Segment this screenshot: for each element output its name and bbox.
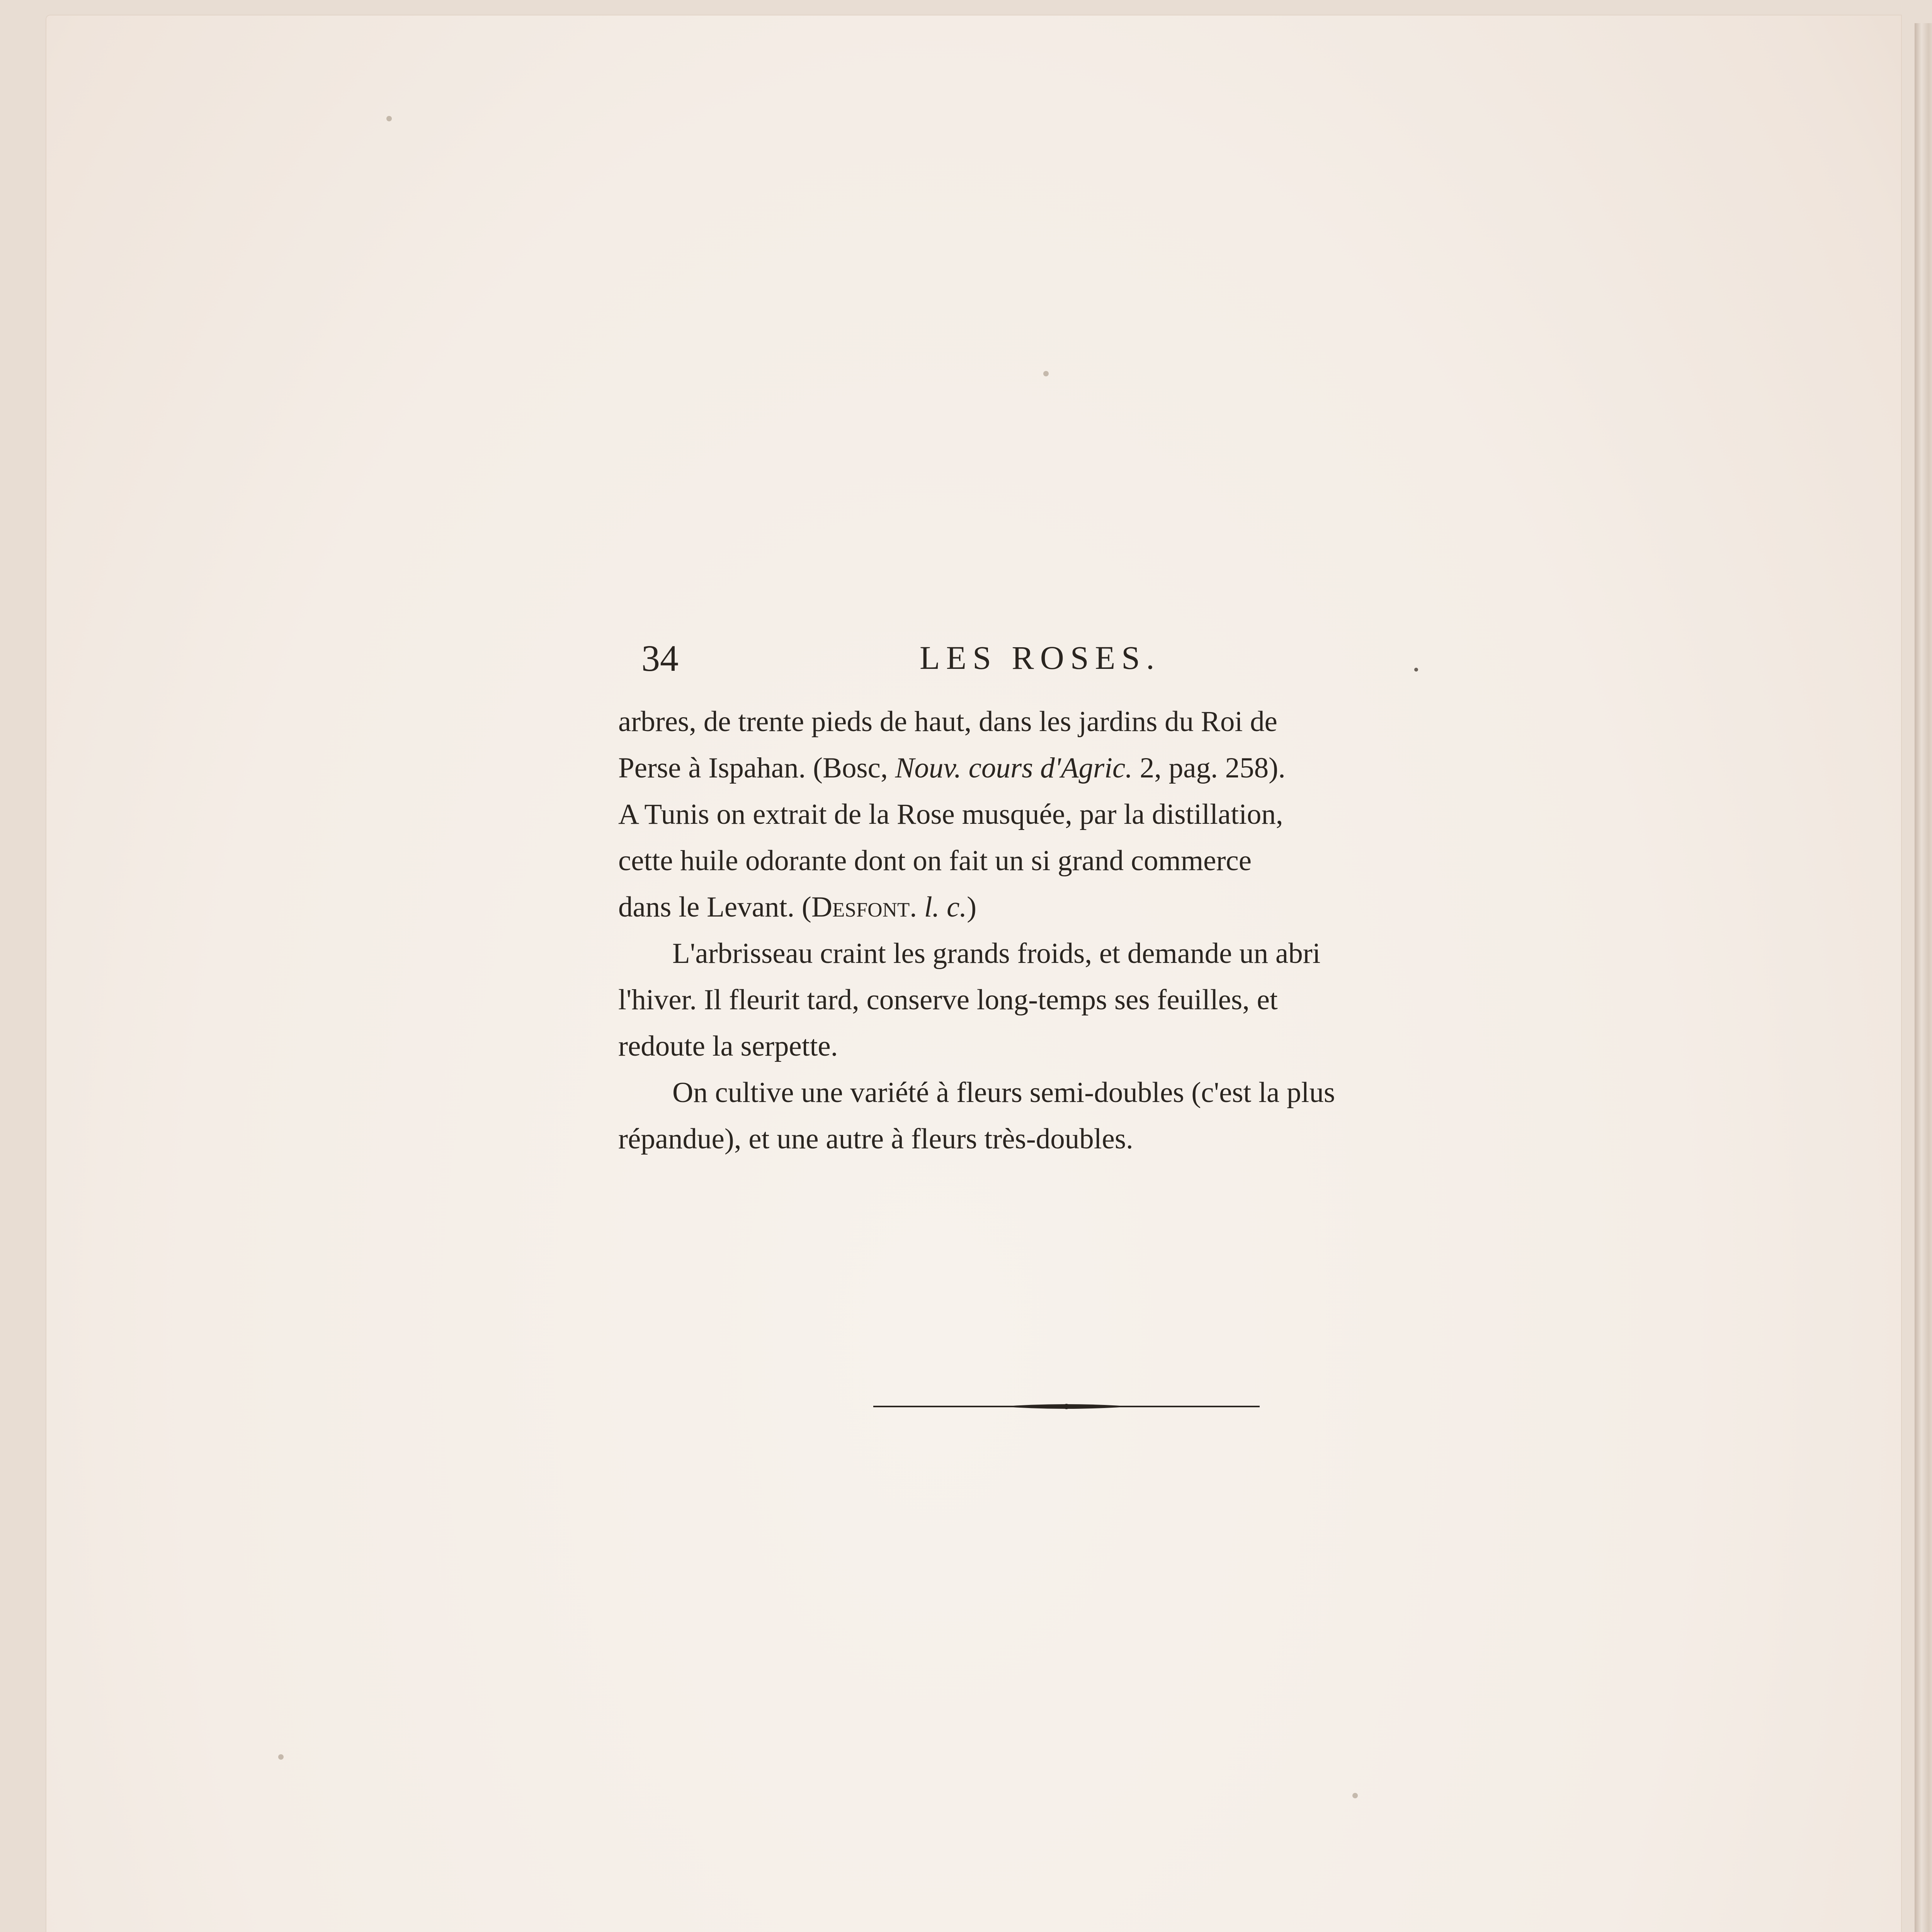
body-text [618,699,1507,1162]
author-name: Desfont. [811,891,917,923]
text-line: A Tunis on extrait de la Rose musquée, par la distillation, [618,798,1283,830]
text-line: L'arbrisseau craint les grands froids, et demande un abri [672,937,1321,969]
header-dot [1414,668,1418,672]
page-header [641,637,1507,683]
text-line: redoute la serpette. [618,1030,838,1062]
text-line: Perse à Ispahan. (Bosc, Nouv. cours d'Agric. 2, pag. 258). [618,752,1286,784]
paper-speck [1352,1793,1358,1798]
text-line: arbres, de trente pieds de haut, dans les jardins du Roi de [618,706,1277,738]
page-number: 34 [641,638,679,679]
running-title: LES ROSES. [920,639,1161,676]
text-line: On cultive une variété à fleurs semi-doubles (c'est la plus [672,1077,1335,1109]
text-line: dans le Levant. (Desfont. l. c.) [618,891,977,923]
end-ornament [873,1399,1260,1414]
text-line: cette huile odorante dont on fait un si grand commerce [618,845,1252,877]
page-edge [1915,23,1932,1932]
text-line: l'hiver. Il fleurit tard, conserve long-temps ses feuilles, et [618,984,1278,1016]
paragraph-2 [618,930,1507,1070]
paper-speck [278,1754,284,1760]
paper-speck [1043,371,1049,376]
citation-title: Nouv. cours d'Agric. [895,752,1133,784]
citation-ref: l. c. [924,891,967,923]
paragraph-3 [618,1070,1507,1162]
paper-speck [386,116,392,121]
text-line: répandue), et une autre à fleurs très-doubles. [618,1123,1133,1155]
paragraph-1 [618,699,1507,930]
